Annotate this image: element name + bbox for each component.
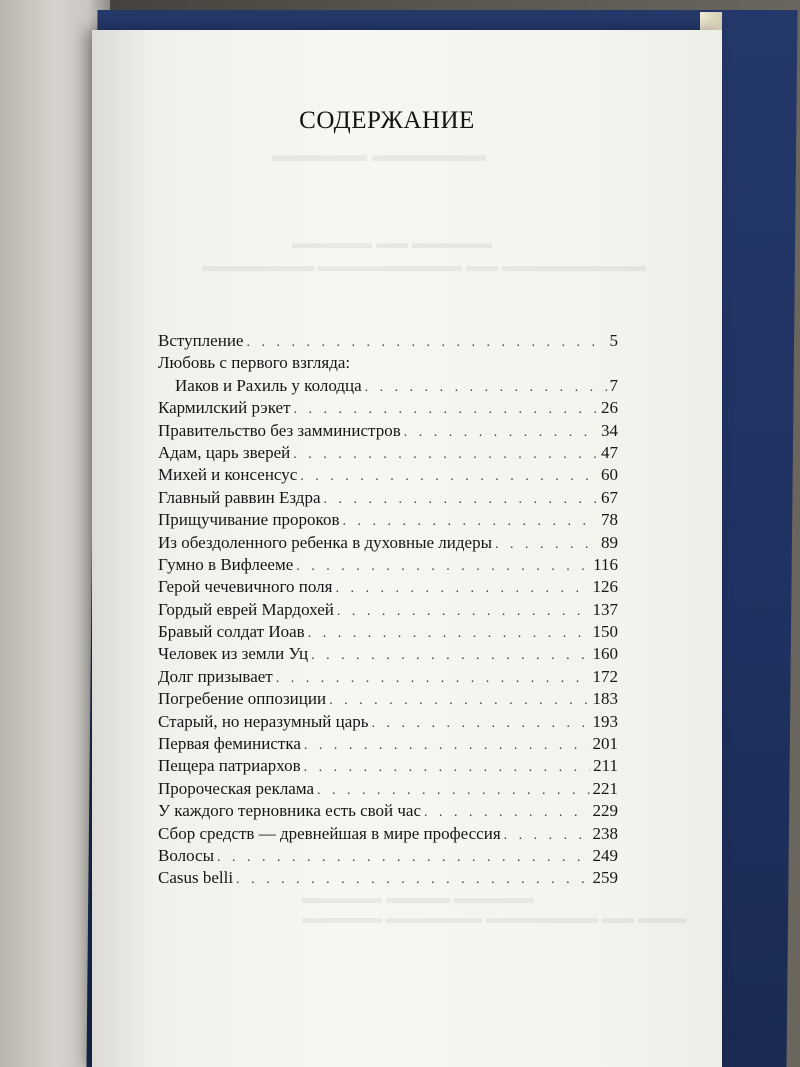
- toc-entry: [158, 688, 618, 710]
- leader-dots: [293, 444, 598, 466]
- show-through-text: ▬▬▬▬▬ ▬▬▬▬ ▬▬▬▬▬: [302, 890, 534, 907]
- toc-entry-title: Прищучивание пророков: [158, 510, 340, 530]
- toc-entry-title: Михей и консенсус: [158, 465, 298, 485]
- toc-entry-page: 229: [592, 801, 618, 821]
- leader-dots: [236, 869, 589, 891]
- toc-entry-page: 249: [592, 845, 618, 865]
- toc-entry-title: Старый, но неразумный царь: [158, 711, 369, 731]
- toc-entry: [158, 420, 618, 442]
- toc-entry: [158, 867, 618, 889]
- toc-entry: [158, 397, 618, 419]
- leader-dots: [311, 645, 589, 667]
- toc-entry-title: Бравый солдат Иоав: [158, 622, 305, 642]
- toc-entry-title: Герой чечевичного поля: [158, 577, 333, 597]
- toc-entry-page: 137: [592, 599, 618, 619]
- toc-entry-page: 221: [592, 778, 618, 798]
- toc-entry-page: 193: [592, 711, 618, 731]
- toc-entry-title: Гордый еврей Мардохей: [158, 599, 334, 619]
- leader-dots: [304, 757, 591, 779]
- toc-entry-title: Главный раввин Ездра: [158, 487, 321, 507]
- toc-entry-title: Адам, царь зверей: [158, 442, 291, 462]
- toc-entry-page: 5: [609, 331, 618, 350]
- leader-dots: [304, 735, 590, 757]
- leader-dots: [217, 847, 590, 869]
- leader-dots: [308, 623, 590, 645]
- leader-dots: [276, 668, 590, 690]
- toc-entry: [158, 800, 618, 822]
- toc-entry: [158, 554, 618, 576]
- toc-entry-page: 78: [601, 510, 618, 530]
- contents-title: СОДЕРЖАНИЕ: [299, 107, 475, 134]
- leader-dots: [246, 332, 606, 354]
- toc-entry-title: Вступление: [158, 331, 244, 350]
- toc-entry-title: Casus belli: [158, 868, 234, 888]
- toc-entry-title: Волосы: [158, 845, 214, 865]
- toc-entry-title: Человек из земли Уц: [158, 644, 309, 664]
- toc-entry-title: Первая феминистка: [158, 734, 301, 754]
- toc-entry-page: 7: [609, 375, 618, 395]
- toc-entry-title: Из обездоленного ребенка в духовные лидеры: [158, 532, 493, 552]
- toc-entry-title: Пророческая реклама: [158, 778, 315, 798]
- toc-entry-title: Иаков и Рахиль у колодца: [175, 375, 362, 395]
- show-through-text: ▬▬▬▬▬▬▬ ▬▬▬▬▬▬▬▬▬ ▬▬ ▬▬▬▬▬▬▬▬▬: [202, 258, 646, 275]
- toc-entry-page: 47: [601, 442, 618, 462]
- toc-entry: [158, 599, 618, 621]
- leader-dots: [342, 511, 598, 533]
- toc-entry-title: Любовь с первого взгляда:: [158, 353, 351, 373]
- toc-entry-page: 60: [601, 465, 618, 485]
- toc-entry-page: 172: [592, 666, 618, 686]
- toc-entry: [158, 666, 618, 688]
- toc-entry-page: 126: [592, 577, 618, 597]
- toc-entry: [158, 375, 618, 397]
- leader-dots: [404, 422, 598, 444]
- toc-entry: [158, 532, 618, 554]
- toc-entry-title: Кармилский рэкет: [158, 398, 291, 418]
- leader-dots: [335, 578, 589, 600]
- toc-entry-title: Гумно в Вифлееме: [158, 554, 294, 574]
- toc-entry: [158, 464, 618, 486]
- toc-entry-title: Пещера патриархов: [158, 756, 301, 776]
- toc-entry: [158, 352, 618, 374]
- leader-dots: [504, 825, 590, 847]
- show-through-text: ▬▬▬▬▬ ▬▬▬▬▬▬ ▬▬▬▬▬▬▬ ▬▬ ▬▬▬: [302, 910, 686, 927]
- contents-page: [92, 30, 722, 1067]
- toc-entry: [158, 487, 618, 509]
- toc-entry-page: 201: [592, 734, 618, 754]
- leader-dots: [495, 534, 598, 556]
- show-through-text: ▬▬▬▬▬ ▬▬▬▬▬▬: [272, 145, 486, 166]
- toc-entry-page: 89: [601, 532, 618, 552]
- leader-dots: [294, 399, 598, 421]
- toc-entry-title: Сбор средств — древнейшая в мире профессия: [158, 823, 501, 843]
- leader-dots: [329, 690, 589, 712]
- toc-entry: [158, 442, 618, 464]
- toc-entry-page: 160: [592, 644, 618, 664]
- toc-entry-page: 211: [593, 756, 618, 776]
- toc-entry-page: 259: [592, 868, 618, 888]
- leader-dots: [317, 780, 589, 802]
- toc-entry-page: 150: [592, 622, 618, 642]
- leader-dots: [324, 489, 598, 511]
- toc-entry: [158, 711, 618, 733]
- toc-entry: [158, 576, 618, 598]
- toc-entry: [158, 330, 618, 352]
- toc-entry: [158, 823, 618, 845]
- leader-dots: [372, 713, 590, 735]
- show-through-text: ▬▬▬▬▬ ▬▬ ▬▬▬▬▬: [292, 235, 492, 252]
- table-of-contents: [158, 330, 618, 890]
- leader-dots: [296, 556, 590, 578]
- toc-entry-page: 183: [592, 689, 618, 709]
- toc-entry: [158, 778, 618, 800]
- toc-entry: [158, 643, 618, 665]
- toc-entry: [158, 845, 618, 867]
- toc-entry-title: Погребение оппозиции: [158, 689, 327, 709]
- toc-entry-page: 238: [592, 823, 618, 843]
- leader-dots: [365, 377, 607, 399]
- toc-entry-title: Долг призывает: [158, 666, 273, 686]
- toc-entry-page: 34: [601, 420, 618, 440]
- toc-entry: [158, 509, 618, 531]
- toc-entry-page: 116: [593, 554, 618, 574]
- leader-dots: [337, 601, 590, 623]
- toc-entry-page: 26: [601, 398, 618, 418]
- toc-entry: [158, 733, 618, 755]
- toc-entry: [158, 755, 618, 777]
- leader-dots: [424, 802, 589, 824]
- toc-entry-title: У каждого терновника есть свой час: [158, 801, 422, 821]
- toc-entry-title: Правительство без замминистров: [158, 420, 401, 440]
- toc-entry: [158, 621, 618, 643]
- leader-dots: [300, 466, 598, 488]
- toc-entry-page: 67: [601, 487, 618, 507]
